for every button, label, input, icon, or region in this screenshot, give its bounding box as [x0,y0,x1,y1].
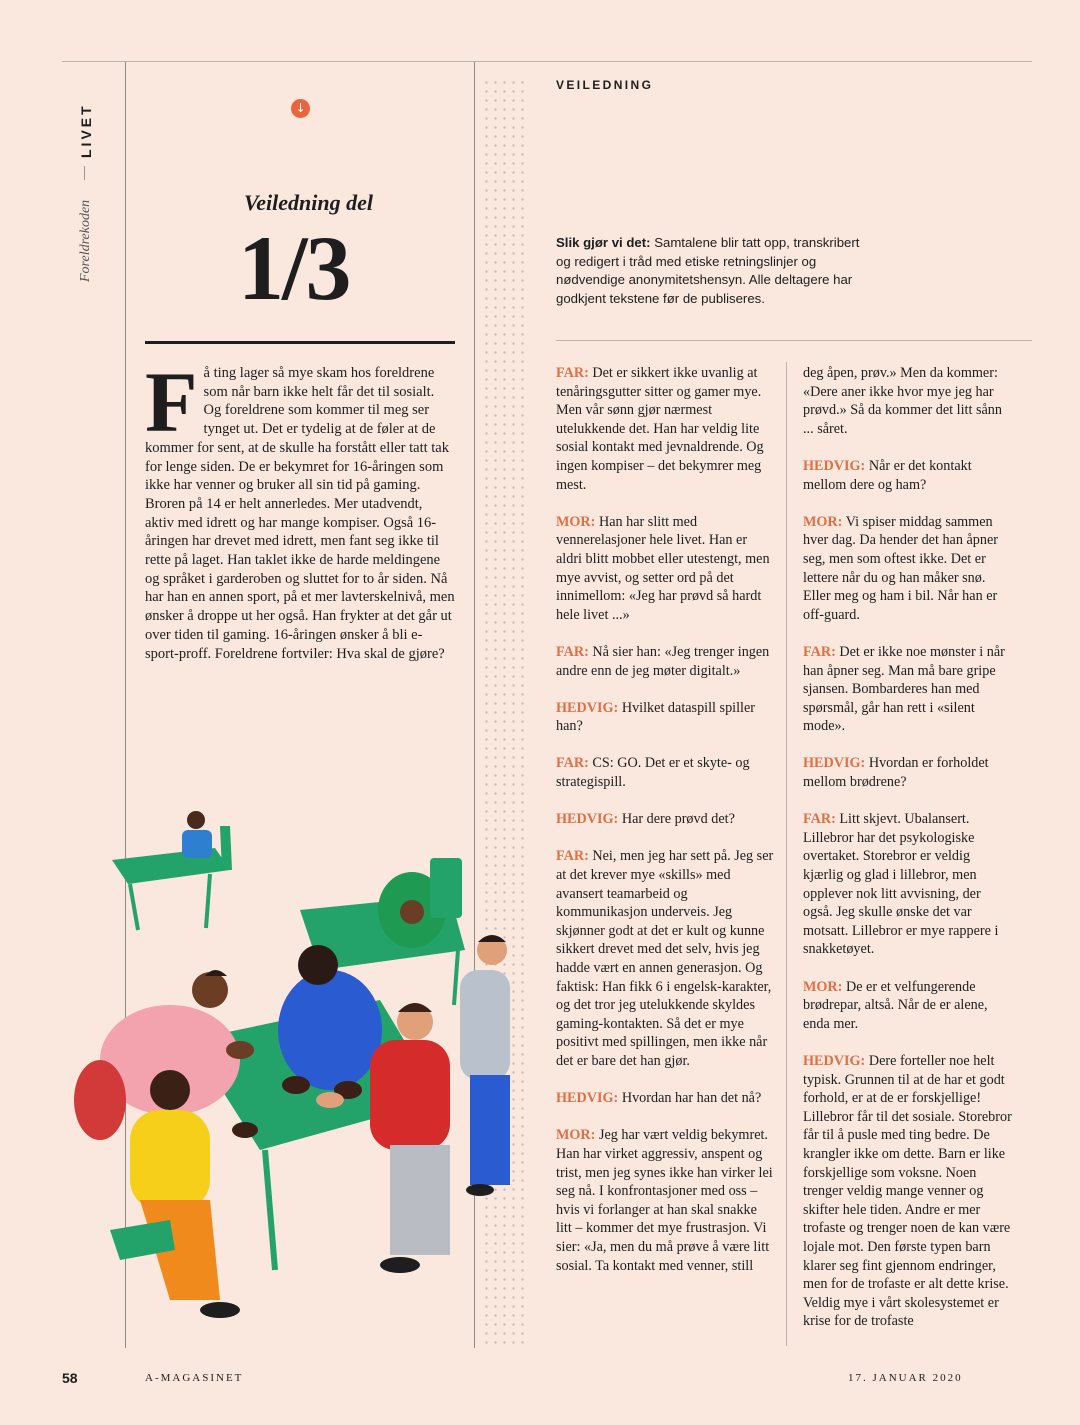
series-name: Foreldrekoden [78,199,93,282]
speaker-label: MOR: [803,978,843,995]
dialog-column-2 [803,364,1013,1349]
dialog-text: Vi spiser middag sammen hver dag. Da hender det han åpner seg, men som oftest ikke. Det er lettere når du og han måker snø. Eller meg og ham i bil. Når han er off-guard. [803,513,998,623]
dialog-turn [803,1052,1013,1331]
dialog-turn [556,643,774,680]
kicker: VEILEDNING [556,78,654,92]
speaker-label: HEDVIG: [556,699,619,716]
dialog-turn [556,513,774,625]
speaker-label: MOR: [556,1127,596,1144]
method-text: Samtalene blir tatt opp, transkribert og redigert i tråd med etiske retningslinjer og nødvendige anonymitetshensyn. Alle deltagere har godkjent tekstene før de publiseres. [556,235,860,307]
speaker-label: FAR: [556,848,589,865]
dialog-turn [803,364,1013,438]
issue-date: 17. JANUAR 2020 [848,1372,963,1384]
speaker-label: FAR: [556,755,589,772]
top-rule [62,61,1032,62]
dialog-turn [556,810,774,829]
method-rule [556,340,1032,341]
dialog-turn [556,1126,774,1275]
dialog-text: Nå sier han: «Jeg trenger ingen andre enn de jeg møter digitalt.» [556,643,770,679]
magazine-name: A-MAGASINET [145,1372,244,1384]
dialog-turn [803,513,1013,625]
headline-label: Veiledning del [244,190,373,215]
dialog-text: Det er ikke noe mønster i når han åpner seg. Man må bare gripe sjansen. Bombarderes han med spørsmål, går han rett i «silent mode». [803,643,1005,735]
drop-cap: F [145,354,198,450]
method-label: Slik gjør vi det: [556,235,651,250]
speaker-label: FAR: [803,643,836,660]
speaker-label: HEDVIG: [556,811,619,828]
dialog-turn [803,754,1013,791]
dialog-text: Når er det kontakt mellom dere og ham? [803,457,972,493]
dialog-turn [803,643,1013,736]
speaker-label: FAR: [556,365,589,381]
dialog-turn [803,978,1013,1034]
dialog-text: Det er sikkert ikke uvanlig at tenåringsgutter sitter og gamer mye. Men vår sønn gjør nærmest utelukkende det. Han har veldig lite sosial kontakt med jevnaldrende. Og ingen kompiser – det bekymrer meg mest. [556,365,764,493]
dialog-turn [803,457,1013,494]
intro-body: å ting lager så mye skam hos foreldrene som når barn ikke helt får det til sosialt. Og foreldrene som kommer til meg ser tynget ut. Det er tydelig at de føler at de kommer for sent, at de skulle ha forstått eller tatt tak for lenge siden. De er bekymret for 16-åringen som ikke har venner og bruker all sin tid på gaming. Broren på 14 er helt annerledes. Mer utadvendt, aktiv med idrett og har mange kompiser. Også 16-åringen har drevet med idrett, men fant seg ikke til rette på laget. Han taklet ikke de harde meldingene og språket i garderoben og sluttet for to år siden. Nå har han en annen sport, på et mer lavterskelnivå, men ønsker å droppe ut her også. Han frykter at det går ut over tiden til gaming. 16-åringen ønsker å bli e-sport-proff. Foreldrene fortviler: Hva skal de gjøre? [145,365,455,662]
dialog-text: Dere forteller noe helt typisk. Grunnen til at de har et godt forhold, er at de er forskjellige! Lillebror får til det sosiale. Storebror får til å pusle med ting bedre. De krangler ikke om dette. Barn er like forskjellige som voksne. Noen trenger veldig mange venner og skifter hele tiden. Andre er mer trofaste og trenger noen de kan være lojale mot. Den første typen barn klarer seg fint gjennom endringer, men for de trofaste er alt dette krise. Veldig mye i vårt skolesystemet er krise for de trofaste [803,1052,1012,1330]
illustration-people-at-tables [60,800,530,1340]
arrow-down-icon: ↓ [291,99,310,118]
dialog-turn [556,754,774,791]
dialog-turn [556,1089,774,1108]
dialog-turn [556,699,774,736]
person-grey [460,935,510,1196]
dialog-text: Litt skjevt. Ubalansert. Lillebror har det psykologiske overtaket. Storebror er veldig kjærlig og glad i lillebror, men opplever nok litt avvisning, der også. Jeg skulle ønske det var motsatt. Lillebror er mye rappere i snakketøyet. [803,811,999,958]
dialog-text: Hvilket dataspill spiller han? [556,699,756,735]
section-label [70,96,100,286]
speaker-label: HEDVIG: [556,1090,619,1107]
dialog-column-1 [556,364,774,1294]
method-note [556,234,876,309]
dialog-turn [556,847,774,1070]
dialog-text: Hvordan har han det nå? [618,1090,762,1107]
speaker-label: HEDVIG: [803,755,866,772]
intro-text [145,354,455,663]
speaker-label: HEDVIG: [803,1052,866,1069]
speaker-label: MOR: [556,513,596,530]
page-number: 58 [62,1370,78,1386]
dialog-text: De er et velfungerende brødrepar, altså. Når de er alene, enda mer. [803,978,988,1032]
speaker-label: MOR: [803,513,843,530]
section-divider [84,166,85,180]
speaker-label: FAR: [803,811,836,828]
dialog-text: Han har slitt med vennerelasjoner hele livet. Han er aldri blitt mobbet eller utestengt, men mye avvist, og setter ord på det innimellom: «Jeg har prøvd så hardt hele livet ...» [556,513,770,623]
dialog-text: deg åpen, prøv.» Men da kommer: «Dere aner ikke hvor mye jeg har prøvd.» Så da kommer det litt sånn ... såret. [803,365,1002,437]
section-name: LIVET [78,103,94,158]
dialog-text: Nei, men jeg har sett på. Jeg ser at det krever mye «skills» med avansert teamarbeid og kommunikasjon underveis. Jeg skjønner godt at det er kult og kunne sikkert drevet med det selv, hvis jeg hadde vært en annen generasjon. Og faktisk: Han fikk 6 i engelsk-karakter, og det tror jeg utelukkende skyldes gaming-kontakten. Så det er mye positivt med spillingen, men ikke når det er bare det han gjør. [556,848,774,1069]
dialog-turn [803,810,1013,959]
dialog-turn [556,364,774,494]
dialog-text: Har dere prøvd det? [618,811,735,828]
speaker-label: HEDVIG: [803,457,866,474]
headline-underline [145,341,455,344]
small-table-figure [112,811,232,930]
dialog-text: Hvordan er forholdet mellom brødrene? [803,755,989,791]
dialog-column-rule [786,362,787,1346]
headline-fraction: 1/3 [238,217,350,319]
dialog-text: Jeg har vært veldig bekymret. Han har virket aggressiv, anspent og trist, men jeg synes ikke han virker lei seg nå. I konfrontasjoner med oss – hvis vi forlanger at han skal snakke litt – kommer det mye frustrasjon. Vi sier: «Ja, men du må prøve å være litt sosial. Ta kontakt med venner, still [556,1127,773,1274]
speaker-label: FAR: [556,643,589,660]
dialog-text: CS: GO. Det er et skyte- og strategispill. [556,755,750,791]
